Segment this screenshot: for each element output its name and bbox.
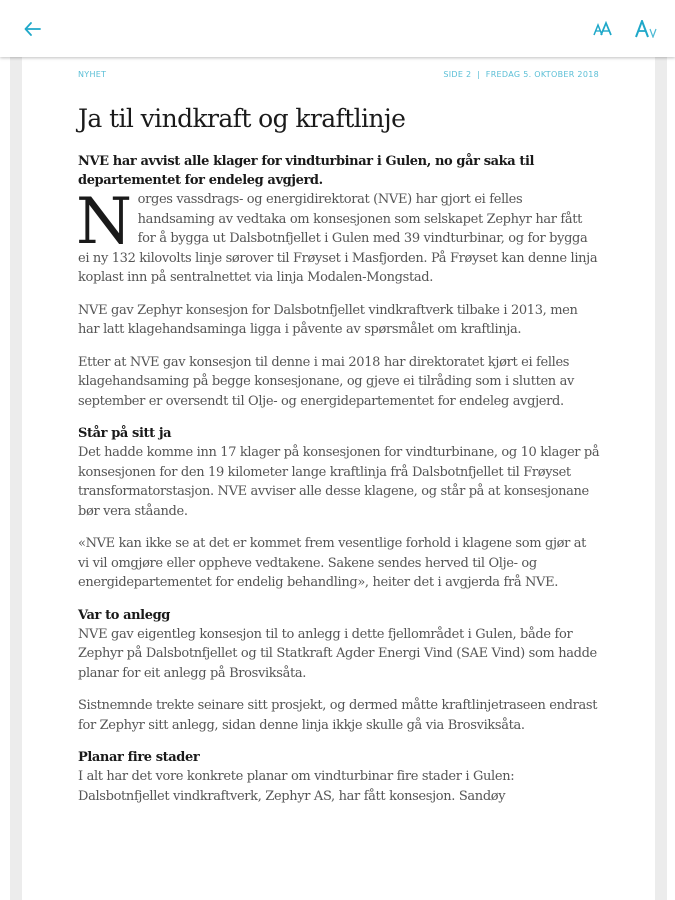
article-paragraph: Sistnemnde trekte seinare sitt prosjekt, og dermed måtte kraftlinjetraseen endrast for Zephyr sitt anlegg, sidan denne linja ikkje skulle gå via Brosviksåta.	[78, 698, 598, 733]
font-size-larger-icon	[635, 20, 659, 38]
drop-cap: N	[76, 185, 132, 259]
subheading: Står på sitt ja	[78, 426, 172, 441]
subheading: Var to anlegg	[78, 607, 170, 623]
article-paragraph: NVE gav eigentleg konsesjon til to anlegg i dette fjellområdet i Gulen, både for Zephyr på Dalsbotnfjellet og til Statkraft Agder Energi Vind (SAE Vind) som hadde planar for eit anlegg på Brosviksåta.	[78, 626, 597, 681]
arrow-left-icon	[24, 22, 42, 36]
page-gutter-left	[10, 57, 22, 900]
article	[78, 100, 600, 806]
section-label: NYHET	[78, 70, 107, 79]
article-paragraph: Norges vassdrags- og energidirektorat (NVE) har gjort ei felles handsaming av vedtaka om konsesjonen som selskapet Zephyr har fått for å bygga ut Dalsbotnfjellet i Gulen med 39 vindturbinar, og for bygga ei ny 132 kilovolts linje sørover til Frøyset i Masfjorden. På Frøyset kan denne linja koplast inn på sentralnettet via linja Modalen-Mongstad.	[76, 185, 598, 285]
article-paragraph: NVE gav Zephyr konsesjon for Dalsbotnfjellet vindkraftverk tilbake i 2013, men har latt klagehandsaminga ligga i påvente av spørsmålet om kraftlinja.	[78, 302, 578, 337]
article-paragraph: I alt har det vore konkrete planar om vindturbinar fire stader i Gulen: Dalsbotnfjellet vindkraftverk, Zephyr AS, har fått konsesjon. Sandøy	[78, 769, 515, 804]
subheading: Planar fire stader	[78, 750, 200, 765]
reader-viewport[interactable]	[0, 57, 675, 900]
app-toolbar	[0, 0, 675, 57]
decrease-font-size-button[interactable]	[590, 14, 618, 44]
newspaper-page	[22, 57, 655, 900]
page-gutter-right	[655, 57, 667, 900]
article-paragraph: Etter at NVE gav konsesjon til denne i mai 2018 har direktoratet kjørt ei felles klagehandsaming på begge konsesjonane, og gjeve ei tilråding som i slutten av september er oversendt til Olje- og energidepartementet for endeleg avgjerd.	[78, 354, 574, 409]
article-title: Ja til vindkraft og kraftlinje	[78, 104, 406, 133]
back-button[interactable]	[20, 16, 46, 42]
font-size-smaller-icon	[593, 21, 615, 37]
page-info: SIDE 2 | FREDAG 5. OKTOBER 2018	[443, 70, 599, 79]
article-paragraph: «NVE kan ikke se at det er kommet frem vesentlige forhold i klagene som gjør at vi vil omgjøre eller oppheve vedtakene. Sakene sendes herved til Olje- og energidepartementet for endelig behandling», heiter det i avgjerda frå NVE.	[78, 536, 587, 590]
increase-font-size-button[interactable]	[632, 14, 662, 44]
article-paragraph: Det hadde komme inn 17 klager på konsesjonen for vindturbinane, og 10 klager på konsesjonen for den 19 kilometer lange kraftlinja frå Dalsbotnfjellet til Frøyset transformatorstasjon. NVE avviser alle desse klagene, og står på at konsesjonane bør vera ståande.	[78, 445, 600, 519]
article-lead: NVE har avvist alle klager for vindturbinar i Gulen, no går saka til departementet for endeleg avgjerd.	[78, 154, 535, 188]
